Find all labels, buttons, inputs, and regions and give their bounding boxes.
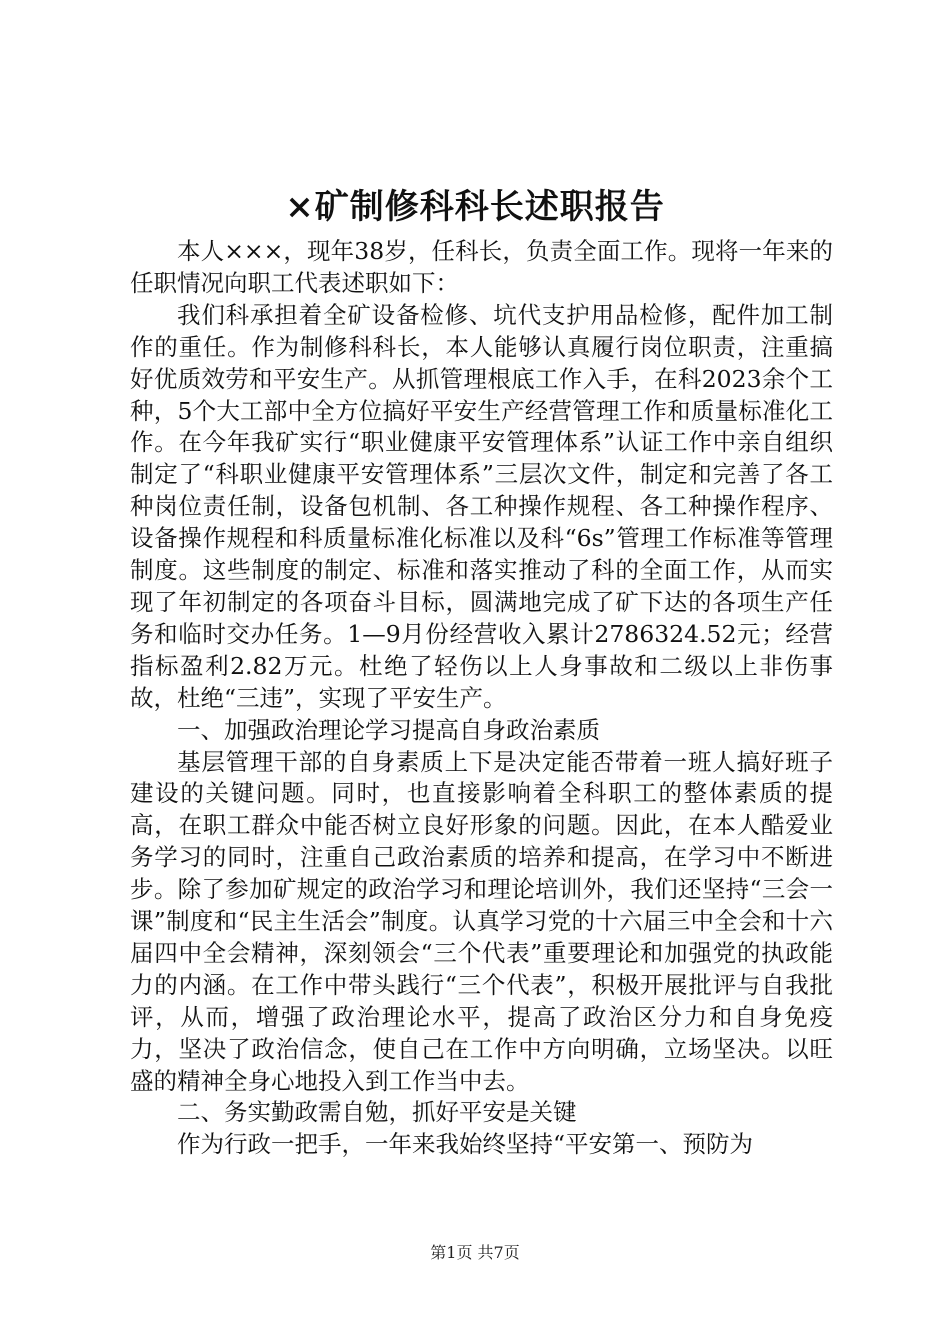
section-heading-2: 二、务实勤政需自勉，抓好平安是关键	[177, 1098, 577, 1127]
paragraph-intro: 本人×××，现年38岁，任科长，负责全面工作。现将一年来的任职情况向职工代表述职如下：	[130, 237, 833, 297]
section-heading-1: 一、加强政治理论学习提高自身政治素质	[177, 715, 600, 744]
paragraph-overview: 我们科承担着全矿设备检修、坑代支护用品检修，配件加工制作的重任。作为制修科科长，本人能够认真履行岗位职责，注重搞好优质效劳和平安生产。从抓管理根底工作入手，在科2023余个工种，5个大工部中全方位搞好平安生产经营管理工作和质量标准化工作。在今年我矿实行“职业健康平安管理体系”认证工作中亲自组织制定了“科职业健康平安管理体系”三层次文件，制定和完善了各工种岗位责任制，设备包机制、各工种操作规程、各工种操作程序、设备操作规程和科质量标准化标准以及科“6s”管理工作标准等管理制度。这些制度的制定、标准和落实推动了科的全面工作，从而实现了年初制定的各项奋斗目标，圆满地完成了矿下达的各项生产任务和临时交办任务。1—9月份经营收入累计2786324.52元；经营指标盈利2.82万元。杜绝了轻伤以上人身事故和二级以上非伤事故，杜绝“三违”，实现了平安生产。	[130, 300, 833, 712]
paragraph-section-2: 作为行政一把手，一年来我始终坚持“平安第一、预防为	[177, 1130, 754, 1159]
page-footer: 第1页 共7页	[430, 1243, 520, 1262]
document-body	[130, 236, 833, 1161]
document-title: ×矿制修科科长述职报告	[285, 187, 665, 227]
paragraph-section-1: 基层管理干部的自身素质上下是决定能否带着一班人搞好班子建设的关键问题。同时，也直接影响着全科职工的整体素质的提高，在职工群众中能否树立良好形象的问题。因此，在本人酷爱业务学习的同时，注重自己政治素质的培养和提高，在学习中不断进步。除了参加矿规定的政治学习和理论培训外，我们还坚持“三会一课”制度和“民主生活会”制度。认真学习党的十六届三中全会和十六届四中全会精神，深刻领会“三个代表”重要理论和加强党的执政能力的内涵。在工作中带头践行“三个代表”，积极开展批评与自我批评，从而，增强了政治理论水平，提高了政治区分力和自身免疫力，坚决了政治信念，使自己在工作中方向明确，立场坚决。以旺盛的精神全身心地投入到工作当中去。	[130, 747, 833, 1095]
